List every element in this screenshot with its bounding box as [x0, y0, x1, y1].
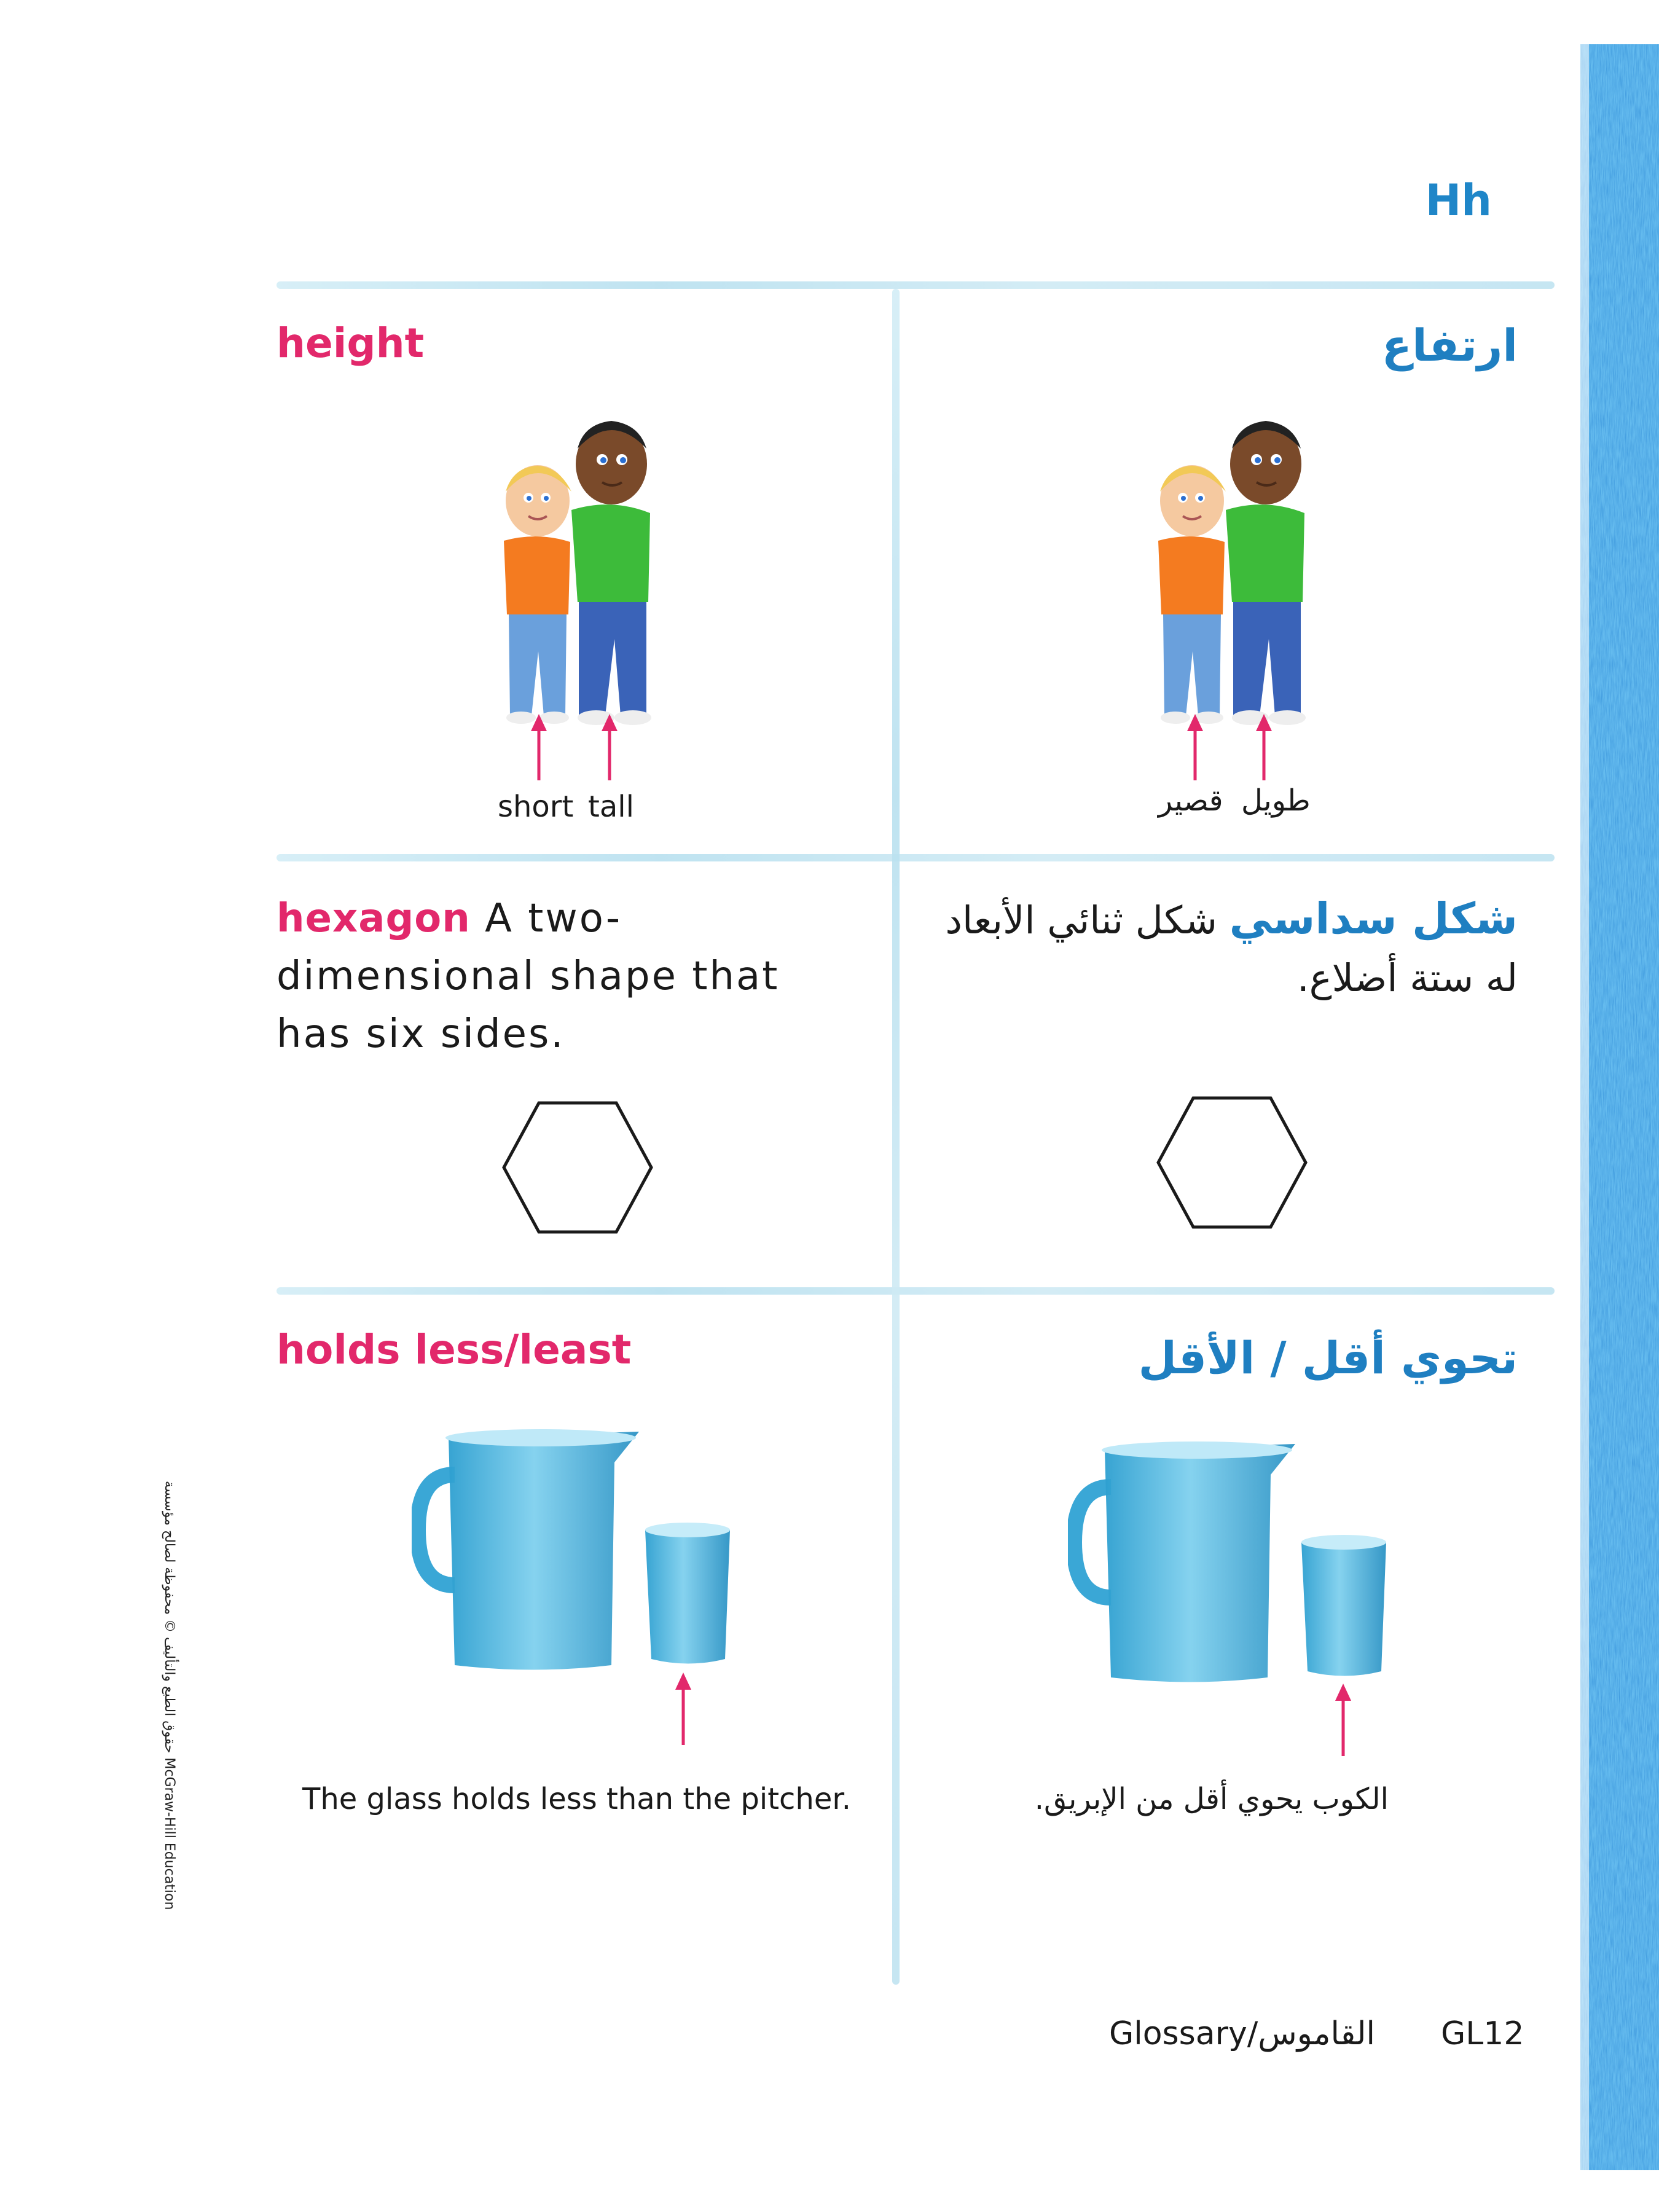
arrow-glass-en	[674, 1671, 692, 1745]
label-tall-en: tall	[588, 790, 634, 824]
caption-holds-less-en: The glass holds less than the pitcher.	[302, 1782, 851, 1816]
term-height-ar: ارتفاع	[1381, 320, 1518, 371]
caption-holds-less-ar: الكوب يحوي أقل من الإبريق.	[1034, 1782, 1389, 1816]
grid-rule-top	[276, 281, 1555, 289]
hexagon-entry-ar	[940, 890, 1518, 1007]
boys-height-illustration-ar	[1140, 406, 1318, 725]
crayon-border-strip	[1580, 44, 1659, 2170]
term-height-en: height	[276, 320, 425, 367]
grid-rule-middle-2	[276, 1287, 1555, 1295]
copyright-notice: حقوق الطبع والتأليف © محفوظة لصالح مؤسسة McGraw-Hill Education	[162, 1481, 177, 1910]
term-hexagon-ar: شكل سداسي	[1229, 893, 1518, 944]
grid-rule-middle-1	[276, 854, 1555, 861]
label-tall-ar: طويل	[1241, 783, 1311, 818]
pitcher-and-glass-illustration-ar	[1068, 1438, 1394, 1696]
arrow-tall-en	[600, 713, 619, 780]
glossary-footer-label: Glossary/القاموس	[1109, 2015, 1375, 2052]
label-short-en: short	[498, 790, 574, 824]
hexagon-shape-ar	[1155, 1095, 1309, 1230]
grid-rule-vertical	[892, 289, 900, 1985]
hexagon-shape-en	[501, 1100, 654, 1235]
label-short-ar: قصير	[1158, 783, 1223, 818]
arrow-short-ar	[1186, 713, 1204, 780]
pitcher-and-glass-illustration	[412, 1426, 737, 1684]
term-holds-less-ar: تحوي أقل / الأقل	[1138, 1332, 1518, 1384]
hexagon-entry-en	[276, 890, 817, 1063]
section-letter-heading: Hh	[1425, 175, 1492, 226]
term-hexagon-en: hexagon	[276, 896, 471, 941]
boys-height-illustration	[485, 406, 664, 725]
page-number: GL12	[1441, 2015, 1524, 2052]
arrow-glass-ar	[1334, 1682, 1352, 1756]
definition-hexagon-en: A two-dimensional shape that has six sides.	[276, 896, 780, 1057]
term-holds-less-en: holds less/least	[276, 1326, 632, 1373]
arrow-short-en	[530, 713, 548, 780]
arrow-tall-ar	[1255, 713, 1273, 780]
definition-hexagon-ar: شكل ثنائي الأبعاد له ستة أضلاع.	[945, 898, 1518, 1000]
